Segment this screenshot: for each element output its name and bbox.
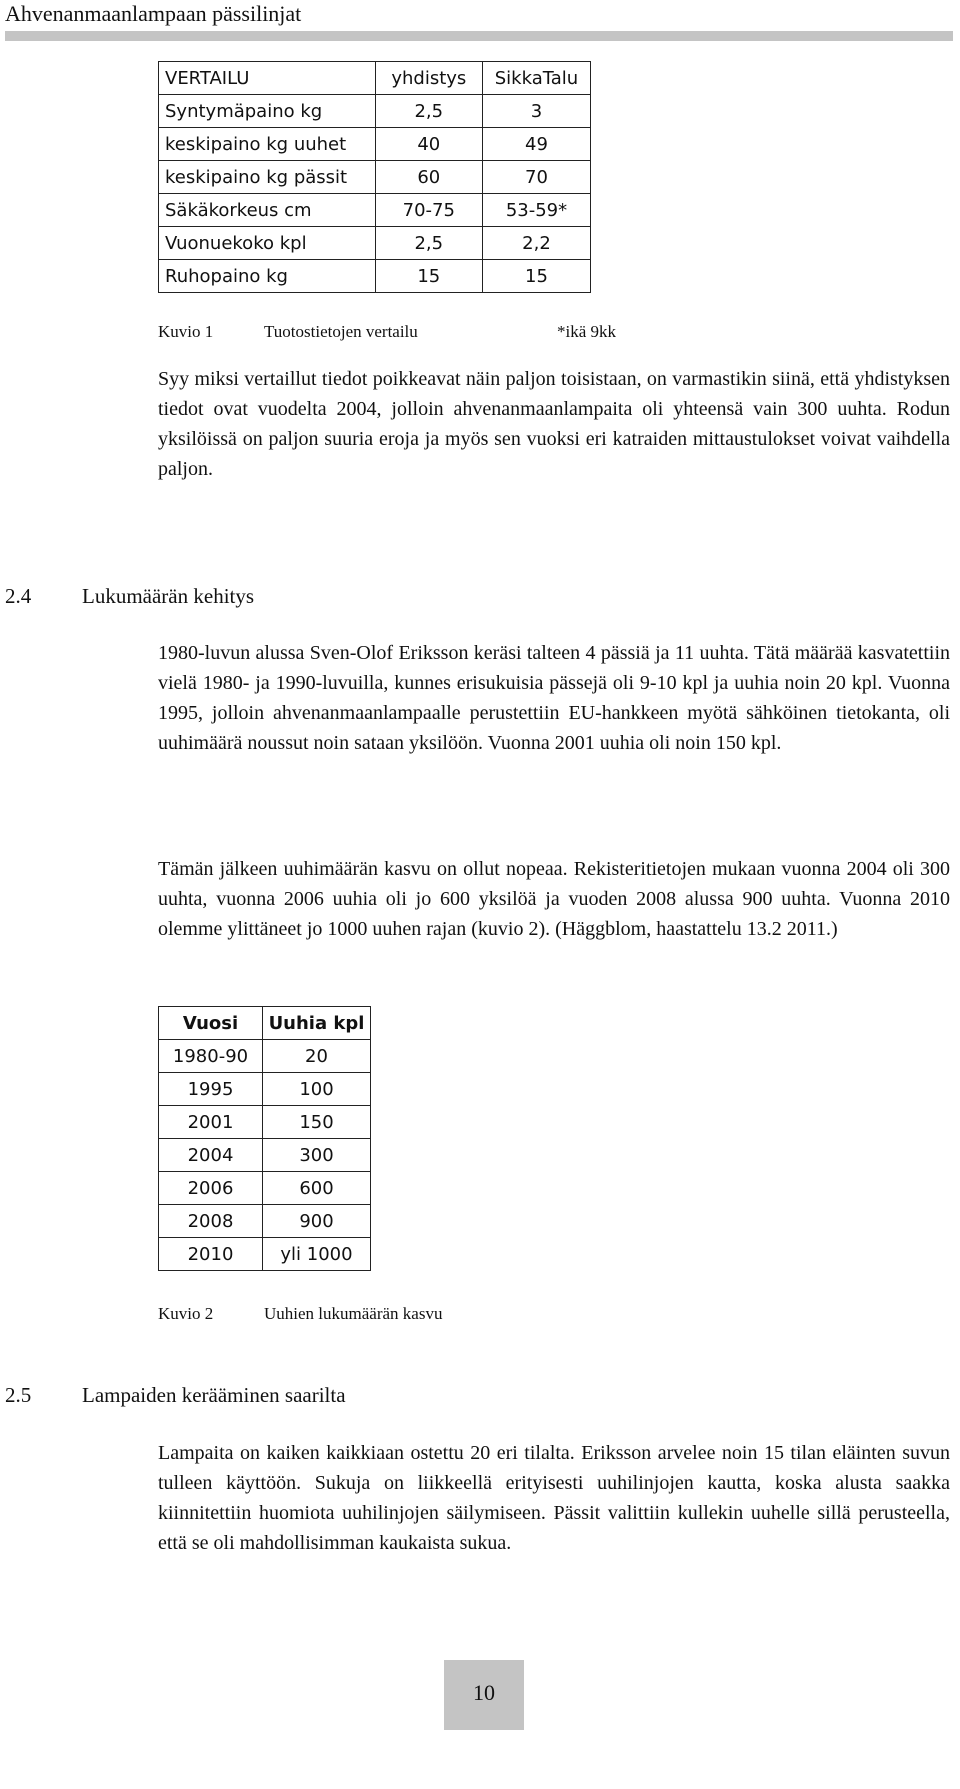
figure-caption-label: Kuvio 2 [158,1304,214,1323]
table-cell: Syntymäpaino kg [159,95,376,128]
table-row [159,1106,371,1139]
section-heading [5,581,254,611]
page-number-box [444,1660,524,1730]
table-header-cell: Vuosi [159,1007,263,1040]
header-rule [5,31,953,41]
table-cell: 1995 [159,1073,263,1106]
table-cell: 60 [375,161,482,194]
table-row [159,1139,371,1172]
body-paragraph: Tämän jälkeen uuhimäärän kasvu on ollut nopeaa. Rekisteritietojen mukaan vuonna 2004 oli 300 uuhta, vuonna 2006 uuhia oli jo 600 yksilöä ja vuoden 2008 alussa 900 uuhta. Vuonna 2010 olemme ylittäneet jo 1000 uuhen rajan (kuvio 2). (Häggblom, haastattelu 13.2 2011.) [158,858,950,940]
table-cell: 600 [263,1172,371,1205]
table-cell: 2008 [159,1205,263,1238]
table-row [159,128,591,161]
table-row [159,1238,371,1271]
table-cell: 20 [263,1040,371,1073]
section-number: 2.5 [5,1383,32,1407]
table-header-cell: yhdistys [375,62,482,95]
table-cell: 150 [263,1106,371,1139]
ewe-count-table [158,1006,371,1271]
table-cell: 53-59* [482,194,590,227]
comparison-table [158,61,591,293]
table-cell: 70-75 [375,194,482,227]
table-cell: 2,5 [375,227,482,260]
table-cell: yli 1000 [263,1238,371,1271]
table-header-row [159,1007,371,1040]
body-paragraph: Syy miksi vertaillut tiedot poikkeavat näin paljon toisistaan, on varmastikin siinä, että yhdistyksen tiedot ovat vuodelta 2004, jolloin ahvenanmaanlampaita oli yhteensä vain 300 uuhta. Rodun yksilöissä on paljon suuria eroja ja myös sen vuoksi eri katraiden mittaustulokset voivat vaihdella paljon. [158,368,950,480]
table-row [159,227,591,260]
table-cell: 40 [375,128,482,161]
section-heading [5,1380,346,1410]
table-header-cell: SikkaTalu [482,62,590,95]
table-cell: 2,5 [375,95,482,128]
figure-caption-note: *ikä 9kk [557,322,617,341]
table-cell: 2,2 [482,227,590,260]
figure-caption-text: Tuotostietojen vertailu [264,322,418,341]
table-cell: 1980-90 [159,1040,263,1073]
table-header-cell: VERTAILU [159,62,376,95]
table-cell: 900 [263,1205,371,1238]
table-cell: 2004 [159,1139,263,1172]
document-title: Ahvenanmaanlampaan pässilinjat [5,1,302,26]
figure-caption-text: Uuhien lukumäärän kasvu [264,1304,443,1323]
table-row [159,1073,371,1106]
table-row [159,1172,371,1205]
figure-caption-label: Kuvio 1 [158,322,214,341]
table-cell: keskipaino kg pässit [159,161,376,194]
table-header-row [159,62,591,95]
table-row [159,194,591,227]
table-cell: 15 [375,260,482,293]
section-title: Lampaiden kerääminen saarilta [82,1383,346,1407]
section-number: 2.4 [5,584,32,608]
table-cell: Ruhopaino kg [159,260,376,293]
table-cell: 49 [482,128,590,161]
table-cell: Säkäkorkeus cm [159,194,376,227]
table-cell: 15 [482,260,590,293]
table-row [159,1205,371,1238]
table-row [159,161,591,194]
table-cell: 2006 [159,1172,263,1205]
table-cell: 100 [263,1073,371,1106]
body-paragraph: Lampaita on kaiken kaikkiaan ostettu 20 eri tilalta. Eriksson arvelee noin 15 tilan eläinten suvun tulleen käyttöön. Sukuja on liikkeellä erityisesti uuhilinjojen kautta, koska alusta saakka kiinnitettiin huomiota uuhilinjojen säilymiseen. Pässit valittiin kullekin uuhelle sillä perusteella, että se oli mahdollisimman kaukaista sukua. [158,1442,950,1554]
table-cell: 2010 [159,1238,263,1271]
section-title: Lukumäärän kehitys [82,584,255,608]
table-header-cell: Uuhia kpl [263,1007,371,1040]
table-row [159,1040,371,1073]
table-cell: 70 [482,161,590,194]
table-row [159,260,591,293]
body-paragraph: 1980-luvun alussa Sven-Olof Eriksson keräsi talteen 4 pässiä ja 11 uuhta. Tätä määrää kasvatettiin vielä 1980- ja 1990-luvuilla, kunnes erisukuisia pässejä oli 9-10 kpl ja uuhia noin 20 kpl. Vuonna 1995, jolloin ahvenanmaanlampaalle perustettiin EU-hankkeen myötä sähköinen tietokanta, oli uuhimäärä noussut noin sataan yksilöön. Vuonna 2001 uuhia oli noin 150 kpl. [158,642,950,754]
page-number: 10 [473,1680,495,1705]
table-cell: 2001 [159,1106,263,1139]
table-cell: keskipaino kg uuhet [159,128,376,161]
table-cell: Vuonuekoko kpl [159,227,376,260]
table-cell: 300 [263,1139,371,1172]
table-cell: 3 [482,95,590,128]
page-header [0,0,960,44]
table-row [159,95,591,128]
